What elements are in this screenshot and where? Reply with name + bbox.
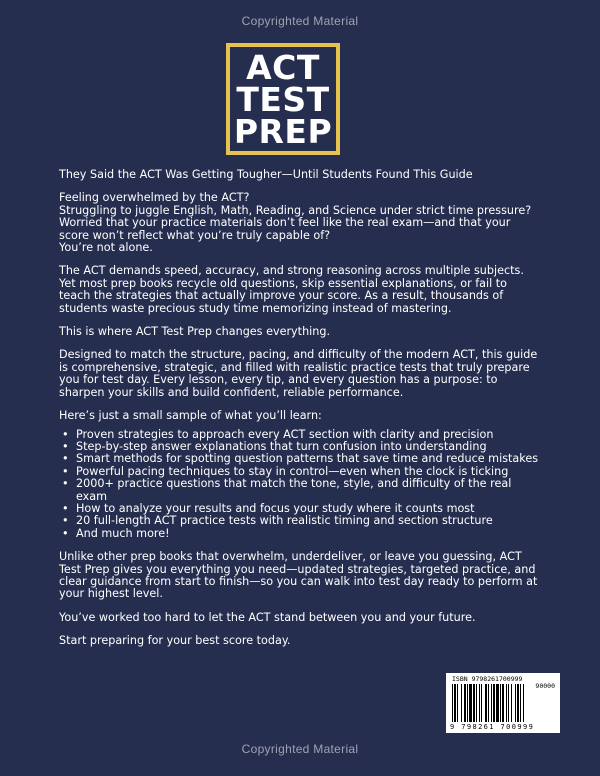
isbn-digits: 9 798261 700999 bbox=[450, 723, 535, 731]
barcode-bar bbox=[515, 684, 516, 722]
list-item: • Powerful pacing techniques to stay in control—even when the clock is ticking bbox=[76, 466, 539, 478]
isbn-label: ISBN 9798261700999 bbox=[452, 675, 523, 683]
paragraph-changes: This is where ACT Test Prep changes everything. bbox=[59, 325, 331, 339]
back-cover-copy bbox=[59, 169, 539, 659]
barcode-bar bbox=[461, 684, 462, 722]
paragraph-demands: The ACT demands speed, accuracy, and strong reasoning across multiple subjects. Yet most prep books recycle old questions, skip essential explanations, or fail to teach the strategies that actually improve your score. As a result, thousands of students waste precious study time memorizing instead of mastering. bbox=[59, 264, 524, 315]
barcode-bar bbox=[479, 684, 480, 722]
barcode-bar bbox=[496, 684, 499, 722]
barcode-bar bbox=[491, 684, 492, 722]
feature-list bbox=[59, 429, 539, 541]
barcode-bar bbox=[473, 684, 475, 722]
list-item: • And much more! bbox=[76, 528, 539, 540]
barcode-bar bbox=[488, 684, 489, 722]
intro-line-4: You’re not alone. bbox=[59, 241, 153, 255]
watermark-bottom: Copyrighted Material bbox=[241, 742, 359, 756]
price-code: 90000 bbox=[535, 682, 555, 690]
list-intro: Here’s just a small sample of what you’ll learn: bbox=[59, 409, 322, 423]
barcode-bar bbox=[481, 684, 482, 722]
list-item: • How to analyze your results and focus your study where it counts most bbox=[76, 503, 539, 515]
barcode-bars bbox=[452, 684, 554, 722]
logo-line-test: TEST bbox=[236, 80, 330, 119]
list-item: • Proven strategies to approach every ACT section with clarity and precision bbox=[76, 429, 539, 441]
barcode-bar bbox=[464, 684, 466, 722]
list-item: • Smart methods for spotting question patterns that save time and reduce mistakes bbox=[76, 453, 539, 465]
list-item: • Step-by-step answer explanations that turn confusion into understanding bbox=[76, 441, 539, 453]
intro-line-3: Worried that your practice materials don’t feel like the real exam—and that your score won’t reflect what you’re truly capable of? bbox=[59, 216, 511, 242]
barcode-bar bbox=[454, 684, 456, 722]
intro-block bbox=[59, 192, 539, 254]
barcode-bar bbox=[520, 684, 521, 722]
barcode-bar bbox=[476, 684, 477, 722]
barcode-bar bbox=[502, 684, 504, 722]
barcode-bar bbox=[506, 684, 507, 722]
barcode-bar bbox=[523, 684, 524, 722]
barcode-bar bbox=[517, 684, 519, 722]
barcode-bar bbox=[508, 684, 509, 722]
barcode-bar bbox=[467, 684, 468, 722]
intro-line-1: Feeling overwhelmed by the ACT? bbox=[59, 191, 250, 205]
barcode-bar bbox=[485, 684, 487, 722]
headline: They Said the ACT Was Getting Tougher—Until Students Found This Guide bbox=[59, 168, 473, 181]
paragraph-designed: Designed to match the structure, pacing, and difficulty of the modern ACT, this guide is comprehensive, strategic, and filled with realistic practice tests that truly prepare you for test day. Every lesson, every tip, and every question has a purpose: to sharpen your skills and build confident, reliable performance. bbox=[59, 348, 538, 399]
barcode-bar bbox=[493, 684, 495, 722]
isbn-barcode bbox=[446, 673, 560, 733]
barcode-bar bbox=[452, 684, 453, 722]
list-item: • 2000+ practice questions that match the tone, style, and difficulty of the real exam bbox=[76, 478, 539, 503]
barcode-bar bbox=[457, 684, 458, 722]
watermark-top: Copyrighted Material bbox=[241, 14, 359, 28]
barcode-bar bbox=[511, 684, 512, 722]
paragraph-worked-hard: You’ve worked too hard to let the ACT stand between you and your future. bbox=[59, 610, 476, 624]
intro-line-2: Struggling to juggle English, Math, Reading, and Science under strict time pressure? bbox=[59, 203, 532, 217]
list-item: • 20 full-length ACT practice tests with realistic timing and section structure bbox=[76, 515, 539, 527]
barcode-bar bbox=[469, 684, 472, 722]
logo-line-act: ACT bbox=[246, 48, 320, 87]
act-test-prep-logo bbox=[226, 43, 340, 155]
barcode-bar bbox=[500, 684, 501, 722]
paragraph-unlike: Unlike other prep books that overwhelm, underdeliver, or leave you guessing, ACT Test Prep gives you everything you need—updated strategies, targeted practice, and clear guidance from start to finish—so you can walk into test day ready to perform at your highest level. bbox=[59, 550, 538, 601]
logo-line-prep: PREP bbox=[233, 112, 333, 151]
paragraph-start: Start preparing for your best score today. bbox=[59, 634, 291, 648]
